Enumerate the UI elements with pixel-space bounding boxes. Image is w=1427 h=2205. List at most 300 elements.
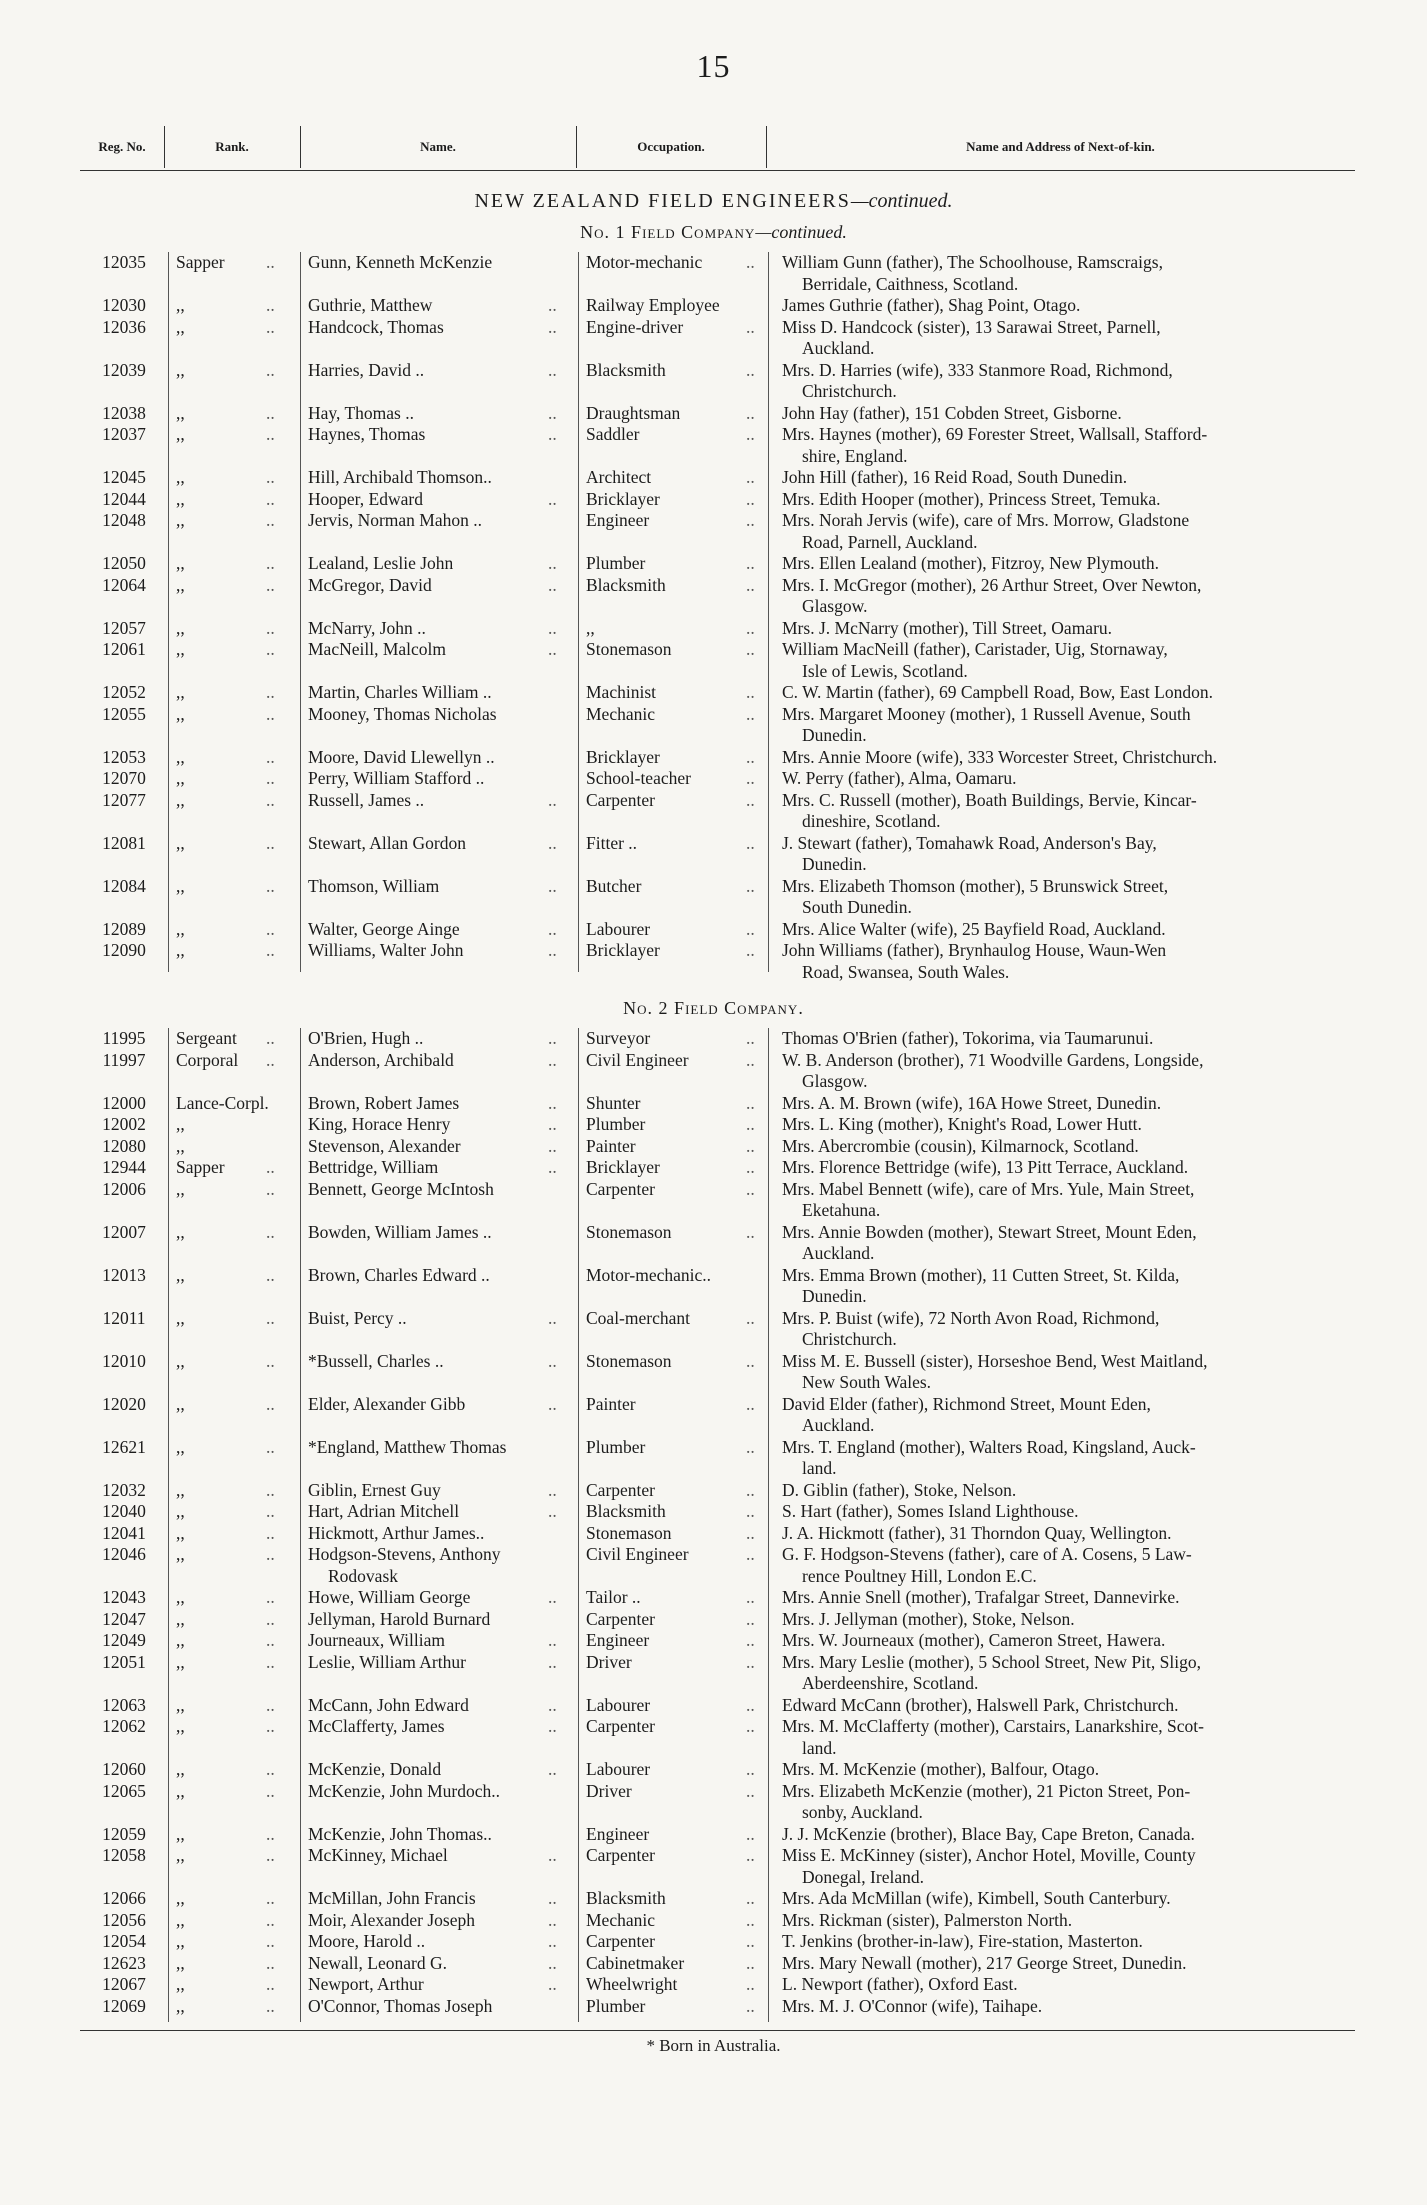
occupation-leader: .. xyxy=(746,1221,755,1242)
next-of-kin xyxy=(782,1759,1342,1781)
rank: Lance-Corpl. xyxy=(176,1092,269,1113)
soldier-name xyxy=(308,1394,570,1416)
rank: ,, xyxy=(176,1178,185,1199)
next-of-kin-line: Mrs. Annie Moore (wife), 333 Worcester Street, Christchurch. xyxy=(782,746,1218,767)
rank-leader: .. xyxy=(266,875,275,896)
section-no2-heading: No. 2 Field Company. xyxy=(623,998,804,1018)
occupation: Carpenter xyxy=(586,1845,655,1865)
occupation: Railway Employee xyxy=(586,295,720,315)
rank-leader: .. xyxy=(266,617,275,638)
table-row xyxy=(0,317,1427,360)
soldier-name xyxy=(308,1974,570,1996)
occupation: Plumber xyxy=(586,1995,646,2016)
occupation: Engine-driver xyxy=(586,316,684,337)
next-of-kin-line: Glasgow. xyxy=(802,1071,868,1091)
next-of-kin-line: John Hay (father), 151 Cobden Street, Gisborne. xyxy=(782,402,1122,423)
occupation-leader: .. xyxy=(746,1630,755,1650)
rank-leader: .. xyxy=(266,488,275,509)
reg-number: 11997 xyxy=(102,1049,146,1070)
rank: ,, xyxy=(176,1501,185,1521)
next-of-kin-line: William MacNeill (father), Caristader, Uig, Stornaway, xyxy=(782,639,1168,659)
next-of-kin-line: Mrs. P. Buist (wife), 72 North Avon Road, Richmond, xyxy=(782,1307,1160,1328)
footnote: * Born in Australia. xyxy=(646,2036,781,2055)
next-of-kin xyxy=(782,1179,1342,1222)
rank-leader: .. xyxy=(266,1350,275,1371)
table-row xyxy=(0,295,1427,317)
name-leader: .. xyxy=(548,424,557,444)
reg-number: 12030 xyxy=(102,295,146,315)
table-row xyxy=(0,1587,1427,1609)
section-title: NEW ZEALAND FIELD ENGINEERS—continued. xyxy=(474,190,953,212)
rank: ,, xyxy=(176,1114,185,1134)
soldier-name xyxy=(308,553,570,575)
name-leader: .. xyxy=(548,832,557,853)
table-row xyxy=(0,940,1427,983)
next-of-kin-line: Auckland. xyxy=(802,338,875,358)
name-leader: .. xyxy=(548,1952,557,1973)
table-row xyxy=(0,360,1427,403)
reg-number: 12090 xyxy=(102,940,146,960)
name-text: McKenzie, John Thomas.. xyxy=(308,1823,492,1844)
next-of-kin-line: Mrs. A. M. Brown (wife), 16A Howe Street, Dunedin. xyxy=(782,1092,1162,1113)
occupation-leader: .. xyxy=(746,682,755,702)
next-of-kin xyxy=(782,747,1342,769)
next-of-kin-line: William Gunn (father), The Schoolhouse, Ramscraigs, xyxy=(782,252,1163,272)
reg-number: 12048 xyxy=(102,510,146,530)
soldier-name xyxy=(308,1157,570,1179)
occupation: Bricklayer xyxy=(586,940,660,960)
soldier-name xyxy=(308,360,570,382)
next-of-kin-line: W. Perry (father), Alma, Oamaru. xyxy=(782,768,1017,788)
reg-number: 12050 xyxy=(102,553,146,573)
rank: Sapper xyxy=(176,1157,225,1177)
occupation-leader: .. xyxy=(746,703,755,724)
table-row xyxy=(0,790,1427,833)
rank-leader: .. xyxy=(266,1694,275,1715)
name-text: McKenzie, John Murdoch.. xyxy=(308,1780,500,1801)
next-of-kin-line: James Guthrie (father), Shag Point, Otago. xyxy=(782,295,1081,315)
soldier-name xyxy=(308,704,570,726)
next-of-kin-line: Mrs. Annie Snell (mother), Trafalgar Street, Dannevirke. xyxy=(782,1587,1180,1607)
next-of-kin xyxy=(782,1910,1342,1932)
soldier-name xyxy=(308,768,570,790)
occupation: Machinist xyxy=(586,682,656,702)
table-row xyxy=(0,1609,1427,1631)
reg-number: 12064 xyxy=(102,574,146,595)
next-of-kin-line: Road, Swansea, South Wales. xyxy=(802,961,1010,982)
next-of-kin-line: Berridale, Caithness, Scotland. xyxy=(802,273,1019,294)
next-of-kin-line: S. Hart (father), Somes Island Lighthouse. xyxy=(782,1501,1079,1521)
rank-leader: .. xyxy=(266,789,275,810)
name-text: *England, Matthew Thomas xyxy=(308,1436,507,1457)
name-text: Hill, Archibald Thomson.. xyxy=(308,467,492,487)
next-of-kin xyxy=(782,1609,1342,1631)
occupation-leader: .. xyxy=(746,1436,755,1457)
name-leader: .. xyxy=(548,1651,557,1672)
soldier-name xyxy=(308,1544,570,1587)
table-row xyxy=(0,1093,1427,1115)
rank-leader: .. xyxy=(266,768,275,788)
occupation: Bricklayer xyxy=(586,746,660,767)
next-of-kin-line: Donegal, Ireland. xyxy=(802,1866,924,1887)
table-row xyxy=(0,1308,1427,1351)
rank: ,, xyxy=(176,1307,185,1328)
name-text: Bennett, George McIntosh xyxy=(308,1178,494,1199)
occupation-leader: .. xyxy=(746,1608,755,1629)
table-row xyxy=(0,489,1427,511)
soldier-name xyxy=(308,1308,570,1330)
header-name: Name. xyxy=(420,139,456,154)
rank: ,, xyxy=(176,703,185,724)
rank: ,, xyxy=(176,918,185,939)
company-2-list xyxy=(0,1028,1427,2017)
reg-number: 12056 xyxy=(102,1909,146,1930)
occupation-leader: .. xyxy=(746,1845,755,1865)
next-of-kin xyxy=(782,1781,1342,1824)
next-of-kin xyxy=(782,1523,1342,1545)
occupation-leader: .. xyxy=(746,1651,755,1672)
table-row xyxy=(0,1953,1427,1975)
name-text: Buist, Percy .. xyxy=(308,1307,407,1328)
rank-leader: .. xyxy=(266,1952,275,1973)
next-of-kin xyxy=(782,510,1342,553)
name-leader: .. xyxy=(548,1909,557,1930)
soldier-name xyxy=(308,1093,570,1115)
occupation-leader: .. xyxy=(746,1479,755,1500)
occupation: Blacksmith xyxy=(586,359,666,380)
next-of-kin-line: Mrs. C. Russell (mother), Boath Buildings, Bervie, Kincar- xyxy=(782,789,1197,810)
occupation: Mechanic xyxy=(586,1909,655,1930)
rank-leader: .. xyxy=(266,295,275,315)
next-of-kin xyxy=(782,639,1342,682)
name-leader: .. xyxy=(548,1028,557,1048)
occupation: Stonemason xyxy=(586,1522,672,1543)
name-text: Hodgson-Stevens, Anthony xyxy=(308,1544,501,1564)
rank-leader: .. xyxy=(266,1479,275,1500)
reg-number: 12058 xyxy=(102,1845,146,1865)
next-of-kin xyxy=(782,1501,1342,1523)
next-of-kin-line: Mrs. Annie Bowden (mother), Stewart Street, Mount Eden, xyxy=(782,1221,1197,1242)
occupation-leader: .. xyxy=(746,1780,755,1801)
reg-number: 12006 xyxy=(102,1178,146,1199)
header-occupation: Occupation. xyxy=(637,139,705,154)
next-of-kin-line: Mrs. Elizabeth Thomson (mother), 5 Brunswick Street, xyxy=(782,875,1169,896)
soldier-name xyxy=(308,747,570,769)
name-leader: .. xyxy=(548,1974,557,1994)
soldier-name xyxy=(308,510,570,532)
table-row xyxy=(0,510,1427,553)
occupation: Carpenter xyxy=(586,1716,655,1736)
rank: ,, xyxy=(176,1393,185,1414)
occupation: Stonemason xyxy=(586,639,672,659)
occupation: Bricklayer xyxy=(586,488,660,509)
name-text: Giblin, Ernest Guy xyxy=(308,1479,441,1500)
next-of-kin-line: Mrs. Norah Jervis (wife), care of Mrs. Morrow, Gladstone xyxy=(782,510,1190,530)
table-row xyxy=(0,575,1427,618)
name-text: McClafferty, James xyxy=(308,1716,445,1736)
name-leader: .. xyxy=(548,359,557,380)
name-text: Gunn, Kenneth McKenzie xyxy=(308,252,493,272)
occupation: Coal-merchant xyxy=(586,1307,690,1328)
occupation: ,, xyxy=(586,617,595,638)
occupation-leader: .. xyxy=(746,768,755,788)
next-of-kin-line: Mrs. Emma Brown (mother), 11 Cutten Street, St. Kilda, xyxy=(782,1264,1180,1285)
rank-leader: .. xyxy=(266,1221,275,1242)
next-of-kin-line: Dunedin. xyxy=(802,725,867,745)
next-of-kin-line: Miss E. McKinney (sister), Anchor Hotel, Moville, County xyxy=(782,1845,1196,1865)
rank: ,, xyxy=(176,1845,185,1865)
name-leader: .. xyxy=(548,1049,557,1070)
occupation-leader: .. xyxy=(746,918,755,939)
occupation: Stonemason xyxy=(586,1350,672,1371)
soldier-name xyxy=(308,1351,570,1373)
header-rank: Rank. xyxy=(215,139,249,154)
occupation-leader: .. xyxy=(746,1501,755,1521)
name-text: O'Brien, Hugh .. xyxy=(308,1028,424,1048)
name-text: Newport, Arthur xyxy=(308,1974,424,1994)
occupation: Motor-mechanic.. xyxy=(586,1264,712,1285)
next-of-kin-line: Mrs. Rickman (sister), Palmerston North. xyxy=(782,1909,1073,1930)
next-of-kin-line: sonby, Auckland. xyxy=(802,1802,923,1822)
name-text: Hickmott, Arthur James.. xyxy=(308,1522,485,1543)
occupation: Stonemason xyxy=(586,1221,672,1242)
table-row xyxy=(0,1630,1427,1652)
next-of-kin-line: shire, England. xyxy=(802,445,908,466)
table-row xyxy=(0,1652,1427,1695)
reg-number: 12054 xyxy=(102,1931,146,1951)
rank-leader: .. xyxy=(266,1995,275,2016)
next-of-kin xyxy=(782,1050,1342,1093)
soldier-name xyxy=(308,1953,570,1975)
occupation: Blacksmith xyxy=(586,1501,666,1521)
occupation-leader: .. xyxy=(746,1307,755,1328)
occupation-leader: .. xyxy=(746,1178,755,1199)
rank: ,, xyxy=(176,940,185,960)
next-of-kin-line: Mrs. Ada McMillan (wife), Kimbell, South Canterbury. xyxy=(782,1888,1171,1908)
next-of-kin xyxy=(782,1652,1342,1695)
reg-number: 12049 xyxy=(102,1630,146,1650)
header-kin: Name and Address of Next-of-kin. xyxy=(966,139,1155,154)
occupation-leader: .. xyxy=(746,1823,755,1844)
reg-number: 12053 xyxy=(102,746,146,767)
table-row xyxy=(0,747,1427,769)
table-row xyxy=(0,1028,1427,1050)
occupation-leader: .. xyxy=(746,402,755,423)
name-text: Stewart, Allan Gordon xyxy=(308,832,466,853)
reg-number: 12069 xyxy=(102,1995,146,2016)
occupation-leader: .. xyxy=(746,1974,755,1994)
rank: ,, xyxy=(176,1694,185,1715)
name-leader: .. xyxy=(548,1479,557,1500)
table-row xyxy=(0,639,1427,682)
occupation-leader: .. xyxy=(746,1694,755,1715)
table-row xyxy=(0,919,1427,941)
rank: ,, xyxy=(176,617,185,638)
occupation-leader: .. xyxy=(746,467,755,487)
next-of-kin-line: Dunedin. xyxy=(802,1286,867,1306)
name-text: Walter, George Ainge xyxy=(308,918,460,939)
name-leader: .. xyxy=(548,617,557,638)
next-of-kin-line: Mrs. Elizabeth McKenzie (mother), 21 Picton Street, Pon- xyxy=(782,1780,1191,1801)
name-text: Haynes, Thomas xyxy=(308,424,426,444)
rank-leader: .. xyxy=(266,832,275,853)
table-row xyxy=(0,1996,1427,2018)
soldier-name xyxy=(308,1609,570,1631)
reg-number: 12043 xyxy=(102,1587,146,1607)
name-leader: .. xyxy=(548,295,557,315)
next-of-kin-line: John Hill (father), 16 Reid Road, South Dunedin. xyxy=(782,467,1128,487)
rank-leader: .. xyxy=(266,574,275,595)
next-of-kin-line: Mrs. Florence Bettridge (wife), 13 Pitt Terrace, Auckland. xyxy=(782,1157,1189,1177)
table-row xyxy=(0,1394,1427,1437)
next-of-kin xyxy=(782,1093,1342,1115)
name-text: Leslie, William Arthur xyxy=(308,1651,466,1672)
next-of-kin xyxy=(782,1845,1342,1888)
occupation-leader: .. xyxy=(746,1909,755,1930)
next-of-kin-line: J. J. McKenzie (brother), Blace Bay, Cape Breton, Canada. xyxy=(782,1823,1195,1844)
soldier-name xyxy=(308,295,570,317)
name-leader: .. xyxy=(548,1759,557,1779)
soldier-name xyxy=(308,1437,570,1459)
occupation: Fitter .. xyxy=(586,832,638,853)
soldier-name xyxy=(308,876,570,898)
name-text: McCann, John Edward xyxy=(308,1694,469,1715)
name-leader: .. xyxy=(548,940,557,960)
occupation-leader: .. xyxy=(746,1587,755,1607)
table-row xyxy=(0,553,1427,575)
table-row xyxy=(0,1136,1427,1158)
next-of-kin xyxy=(782,575,1342,618)
occupation-leader: .. xyxy=(746,832,755,853)
occupation: Blacksmith xyxy=(586,574,666,595)
next-of-kin xyxy=(782,1308,1342,1351)
occupation: Shunter xyxy=(586,1092,641,1113)
soldier-name xyxy=(308,940,570,962)
rank-leader: .. xyxy=(266,1393,275,1414)
name-leader: .. xyxy=(548,1092,557,1113)
next-of-kin-line: Auckland. xyxy=(802,1243,875,1263)
occupation: Architect xyxy=(586,467,652,487)
next-of-kin xyxy=(782,1157,1342,1179)
next-of-kin xyxy=(782,1437,1342,1480)
name-leader: .. xyxy=(548,574,557,595)
reg-number: 12055 xyxy=(102,703,146,724)
rank-leader: .. xyxy=(266,1716,275,1736)
table-row xyxy=(0,768,1427,790)
occupation-leader: .. xyxy=(746,252,755,272)
rank: ,, xyxy=(176,316,185,337)
soldier-name xyxy=(308,1265,570,1287)
rank: ,, xyxy=(176,1479,185,1500)
rank-leader: .. xyxy=(266,1651,275,1672)
rank-leader: .. xyxy=(266,1178,275,1199)
occupation: Painter xyxy=(586,1393,636,1414)
rank: ,, xyxy=(176,424,185,444)
name-text: Bettridge, William xyxy=(308,1157,439,1177)
occupation: Butcher xyxy=(586,875,642,896)
rank: ,, xyxy=(176,402,185,423)
reg-number: 12944 xyxy=(102,1157,146,1177)
name-text: Moore, David Llewellyn .. xyxy=(308,746,495,767)
next-of-kin-line: New South Wales. xyxy=(802,1372,932,1392)
reg-number: 12067 xyxy=(102,1974,146,1994)
reg-number: 12081 xyxy=(102,832,146,853)
table-row xyxy=(0,833,1427,876)
soldier-name xyxy=(308,403,570,425)
rank-leader: .. xyxy=(266,1157,275,1177)
reg-number: 12057 xyxy=(102,617,146,638)
next-of-kin xyxy=(782,424,1342,467)
reg-number: 12035 xyxy=(102,252,146,272)
reg-number: 12041 xyxy=(102,1522,146,1543)
reg-number: 12621 xyxy=(102,1436,146,1457)
occupation: Engineer xyxy=(586,1630,650,1650)
next-of-kin xyxy=(782,360,1342,403)
occupation-leader: .. xyxy=(746,1157,755,1177)
reg-number: 12080 xyxy=(102,1135,146,1156)
next-of-kin-line: Mrs. I. McGregor (mother), 26 Arthur Street, Over Newton, xyxy=(782,574,1202,595)
reg-number: 12066 xyxy=(102,1888,146,1908)
next-of-kin-line: Road, Parnell, Auckland. xyxy=(802,531,978,552)
name-text-cont: Rodovask xyxy=(328,1565,398,1586)
table-row xyxy=(0,682,1427,704)
next-of-kin-line: dineshire, Scotland. xyxy=(802,811,941,831)
reg-number: 12052 xyxy=(102,682,146,702)
next-of-kin-line: Thomas O'Brien (father), Tokorima, via Taumarunui. xyxy=(782,1028,1154,1048)
occupation: Carpenter xyxy=(586,789,655,810)
occupation: Tailor .. xyxy=(586,1587,641,1607)
name-text: Elder, Alexander Gibb xyxy=(308,1393,466,1414)
occupation-leader: .. xyxy=(746,553,755,573)
rank-leader: .. xyxy=(266,1028,275,1048)
next-of-kin xyxy=(782,403,1342,425)
rank-leader: .. xyxy=(266,424,275,444)
rank: Sapper xyxy=(176,252,225,272)
name-text: Jellyman, Harold Burnard xyxy=(308,1608,491,1629)
next-of-kin-line: Eketahuna. xyxy=(802,1200,881,1220)
rank: ,, xyxy=(176,1759,185,1779)
soldier-name xyxy=(308,1114,570,1136)
name-text: Moore, Harold .. xyxy=(308,1931,426,1951)
occupation: Wheelwright xyxy=(586,1974,678,1994)
name-leader: .. xyxy=(548,1135,557,1156)
rank-leader: .. xyxy=(266,639,275,659)
next-of-kin xyxy=(782,317,1342,360)
name-leader: .. xyxy=(548,918,557,939)
reg-number: 12020 xyxy=(102,1393,146,1414)
next-of-kin-line: W. B. Anderson (brother), 71 Woodville Gardens, Longside, xyxy=(782,1049,1204,1070)
rank-leader: .. xyxy=(266,682,275,702)
name-text: Williams, Walter John xyxy=(308,940,464,960)
occupation: Driver xyxy=(586,1651,632,1672)
rank-leader: .. xyxy=(266,510,275,530)
occupation: Carpenter xyxy=(586,1178,655,1199)
rank: ,, xyxy=(176,875,185,896)
soldier-name xyxy=(308,1136,570,1158)
soldier-name xyxy=(308,682,570,704)
rank-leader: .. xyxy=(266,1759,275,1779)
next-of-kin-line: Miss D. Handcock (sister), 13 Sarawai Street, Parnell, xyxy=(782,316,1161,337)
next-of-kin xyxy=(782,1716,1342,1759)
rank: ,, xyxy=(176,1931,185,1951)
rank: ,, xyxy=(176,1909,185,1930)
rank-leader: .. xyxy=(266,467,275,487)
next-of-kin xyxy=(782,252,1342,295)
soldier-name xyxy=(308,252,570,274)
rank: ,, xyxy=(176,1823,185,1844)
soldier-name xyxy=(308,1523,570,1545)
name-text: Perry, William Stafford .. xyxy=(308,768,485,788)
